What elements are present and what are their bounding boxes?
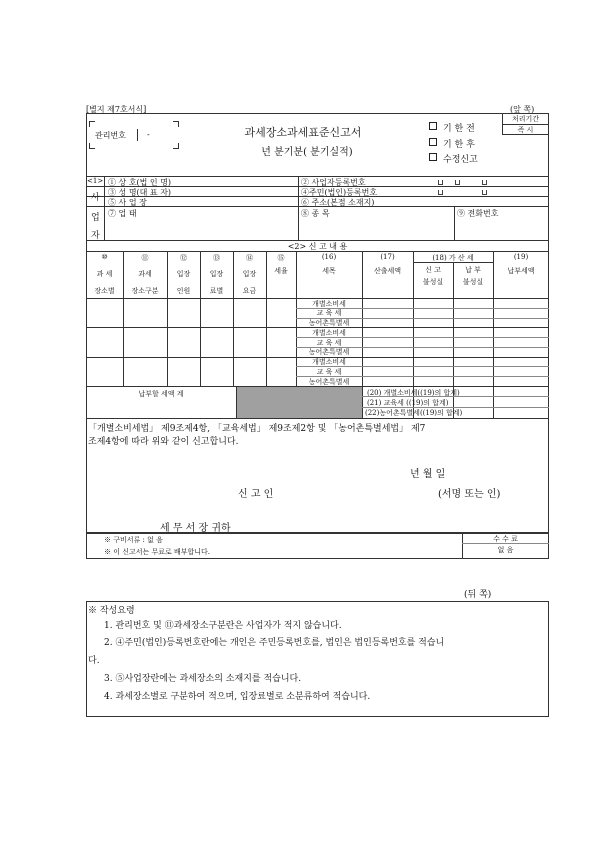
instruction-1: 1. 관리번호 및 ⑪과세장소구분란은 사업자가 적지 않습니다. — [104, 621, 342, 631]
docs-note: ※ 구비서류 : 없 음 — [104, 536, 163, 544]
business-vertical-3: 자 — [91, 231, 100, 241]
col-13-label: 입장 료별 — [209, 270, 224, 295]
col-17-num: (17) — [380, 253, 395, 261]
section2-title: <2> 신 고 내 용 — [287, 242, 348, 251]
fee-label: 수 수 료 — [493, 535, 518, 543]
col-11-label: 과세 장소구분 — [131, 270, 159, 295]
col-14-label: 입장 요금 — [242, 270, 257, 295]
field-representative: ③ 성 명(대 표 자) — [108, 188, 172, 197]
field-workplace: ⑤ 사 업 장 — [108, 198, 147, 207]
checkbox-after-deadline[interactable] — [429, 138, 437, 146]
tax-item-label: 교 육 세 — [316, 367, 342, 376]
tax-item-label: 농어촌특별세 — [308, 348, 350, 357]
total-shaded-area — [236, 387, 362, 418]
checkbox-amended[interactable] — [429, 153, 437, 161]
reporter-label: 신 고 인 — [238, 489, 274, 500]
total-education: (21) 교육세 ((19)의 합계) — [367, 399, 449, 407]
instruction-3: 3. ⑤사업장란에는 과세장소의 소재지를 적습니다. — [104, 674, 302, 684]
mgmt-sep: - — [147, 130, 150, 139]
statement-line-2: 조제4항에 따라 위와 같이 신고합니다. — [88, 437, 239, 447]
field-phone: ⑨ 전화번호 — [457, 209, 499, 218]
field-business-type: ⑦ 업 태 — [108, 209, 137, 218]
checkbox-before-deadline[interactable] — [429, 122, 437, 130]
instruction-2: 2. ④주민(법인)등록번호란에는 개인은 주민등록번호를, 법인은 법인등록번호를 적습니 — [104, 638, 445, 648]
addressee: 세 무 서 장 귀하 — [160, 523, 231, 534]
col-12-num: ⑫ — [180, 254, 187, 262]
col-16-label: 세목 — [322, 267, 336, 275]
col-19-num: (19) — [513, 253, 529, 261]
date-line: 년 월 일 — [410, 469, 446, 480]
checkbox-amended-label: 수정신고 — [443, 155, 478, 165]
field-business-item: ⑧ 종 목 — [301, 209, 330, 218]
signature-label: (서명 또는 인) — [438, 489, 501, 500]
col-18a-label: 신 고 불성실 — [422, 266, 444, 286]
col-18-num: (18) 가 산 세 — [432, 254, 474, 262]
tax-item-label: 농어촌특별세 — [308, 319, 350, 328]
col-15-num: ⑮ — [277, 254, 285, 262]
tax-item-label: 개별소비세 — [312, 328, 346, 337]
tax-item-label: 교 육 세 — [316, 338, 342, 347]
col-10-num: ⑩ — [101, 253, 108, 261]
instructions-title: ※ 작성요령 — [88, 606, 135, 616]
tax-item-label: 농어촌특별세 — [308, 377, 350, 386]
form-subtitle: 년 분기분( 분기실적) — [261, 147, 353, 158]
instruction-4: 4. 과세장소별로 구분하여 적으며, 입장료별로 소분류하여 적습니다. — [104, 692, 371, 702]
col-17-label: 산출세액 — [373, 267, 402, 275]
col-16-num: (16) — [321, 253, 337, 261]
business-vertical-1: 사 — [91, 193, 100, 203]
field-resident-reg-no: ④주민(법인)등록번호 — [301, 188, 378, 197]
field-address: ⑥ 주소(본점 소재지) — [301, 198, 375, 207]
business-vertical-2: 업 — [91, 213, 100, 223]
instruction-2-cont: 다. — [88, 656, 100, 666]
fee-value: 없 음 — [497, 546, 514, 554]
front-page-label: (앞 쪽) — [510, 105, 535, 114]
total-special-consumption: (20) 개별소비세((19)의 합계) — [367, 389, 460, 397]
form-id: [별지 제7호서식] — [86, 105, 147, 114]
mgmt-number-box — [89, 121, 179, 149]
processing-period-label: 처리기간 — [511, 115, 540, 123]
total-rural-special: (22)농어촌특별세((19)의 합계) — [365, 409, 463, 417]
col-15-label: 세율 — [274, 267, 288, 275]
mgmt-label: 관리번호 — [95, 131, 126, 140]
checkbox-before-deadline-label: 기 한 전 — [443, 124, 475, 134]
col-11-num: ⑪ — [141, 254, 149, 262]
tax-item-label: 개별소비세 — [312, 358, 346, 367]
field-business-reg-no: ② 사업자등록번호 — [301, 178, 366, 187]
back-page-label: (뒤 쪽) — [464, 590, 492, 600]
col-13-num: ⑬ — [213, 254, 220, 262]
col-10-label: 과 세 장소별 — [94, 270, 115, 295]
col-14-num: ⑭ — [246, 254, 253, 262]
processing-period-value: 즉 시 — [517, 126, 534, 134]
statement-line-1: 「개별소비세법」 제9조제4항, 「교육세법」 제9조제2항 및 「농어촌특별세법」 제7 — [88, 424, 426, 434]
form-title: 과세장소과세표준신고서 — [244, 126, 362, 139]
field-trade-name: ① 상 호(법 인 명) — [108, 178, 172, 187]
col-19-label: 납부세액 — [507, 267, 535, 275]
free-note: ※ 이 신고서는 무료로 배부합니다. — [104, 548, 211, 556]
checkbox-after-deadline-label: 기 한 후 — [443, 140, 475, 150]
total-label: 납부할 세액 계 — [138, 390, 184, 398]
tax-item-label: 교 육 세 — [316, 309, 342, 318]
col-18b-label: 납 부 불성실 — [462, 266, 484, 286]
col-12-label: 입장 인원 — [176, 270, 191, 295]
tax-item-label: 개별소비세 — [312, 299, 346, 308]
section1-code: <1> — [87, 177, 104, 185]
